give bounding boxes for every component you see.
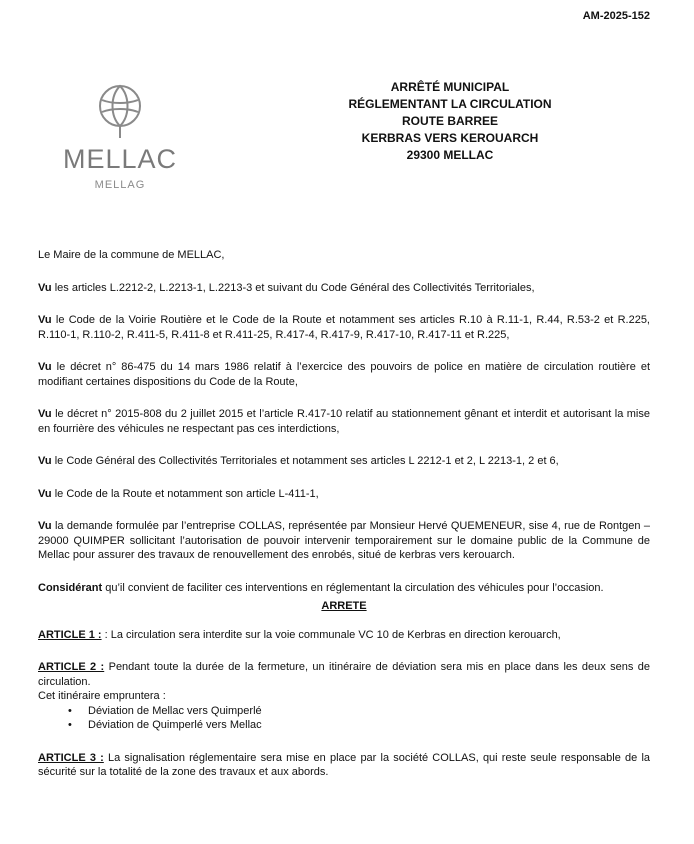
tree-emblem-icon [96,82,144,142]
title-line: ARRÊTÉ MUNICIPAL [390,80,510,94]
article-2 [38,660,650,733]
vu-text: le Code de la Voirie Routière et le Code de la Route et notamment ses articles R.10 à R.11-1, R.44, R.53-2 et R.225, R.110-1, R.110-2, R.411-5, R.411-8 et R.411-25, R.417-4, R.417-9, R.417-10, R.417-11 et R.225, [38,314,650,341]
article-1-label: ARTICLE 1 : [38,628,102,641]
vu-text: le Code Général des Collectivités Territoriales et notamment ses articles L 2212-1 et 2, L 2213-1, 2 et 6, [51,455,559,467]
list-item: • Déviation de Quimperlé vers Mellac [68,718,650,733]
vu-label: Vu [38,520,52,532]
vu-clause [38,407,650,436]
list-item: • Déviation de Mellac vers Quimperlé [68,704,650,719]
intro-line: Le Maire de la commune de MELLAC, [38,249,225,261]
vu-clause [38,519,650,563]
vu-clause [38,313,650,342]
vu-text: le décret n° 2015-808 du 2 juillet 2015 et l’article R.417-10 relatif au stationnement gênant et interdit et autorisant la mise en fourrière des véhicules ne respectant pas ces interdictions, [38,408,650,435]
arrete-heading: ARRETE [321,600,367,612]
article-1-text: : La circulation sera interdite sur la voie communale VC 10 de Kerbras en direction kerouarch, [101,628,561,641]
considerant-clause [38,581,650,596]
vu-label: Vu [38,361,52,373]
vu-label: Vu [38,314,52,326]
vu-text: les articles L.2212-2, L.2213-1, L.2213-3 et suivant du Code Général des Collectivités Territoriales, [51,281,535,294]
article-3-label: ARTICLE 3 : [38,751,104,764]
vu-text: le Code de la Route et notamment son article L-411-1, [51,487,319,500]
title-line: RÉGLEMENTANT LA CIRCULATION [348,97,552,111]
vu-text: la demande formulée par l’entreprise COLLAS, représentée par Monsieur Hervé QUEMENEUR, sise 4, rue de Rontgen – 29000 QUIMPER sollicitant l’autorisation de pouvoir intervenir temporairement sur le domaine public de la Commune de Mellac pour assurer des travaux de renouvellement des enrobés, situé de kerbras vers kerouarch. [38,520,650,561]
vu-clause [38,487,650,502]
considerant-label: Considérant [38,581,103,594]
document-reference: AM-2025-152 [582,10,650,22]
arrete-title [320,79,580,164]
detour-list [38,704,650,733]
vu-label: Vu [38,455,52,467]
vu-label: Vu [38,408,52,420]
article-3-text: La signalisation réglementaire sera mise en place par la société COLLAS, qui reste seule responsable de la sécurité sur la totalité de la zone des travaux et aux abords. [38,751,650,778]
vu-clause [38,454,650,469]
vu-clause [38,360,650,389]
article-1 [38,628,650,643]
title-line: 29300 MELLAC [406,148,494,162]
mellac-logo [60,82,180,202]
title-line: ROUTE BARREE [401,114,498,128]
vu-text: le décret n° 86-475 du 14 mars 1986 relatif à l’exercice des pouvoirs de police en matière de circulation routière et modifiant certaines dispositions du Code de la Route, [38,361,650,388]
title-line: KERBRAS VERS KEROUARCH [361,131,539,145]
logo-subname: MELLAG [94,179,146,191]
logo-name: MELLAC [62,144,178,174]
article-2-text: Pendant toute la durée de la fermeture, un itinéraire de déviation sera mis en place dans les deux sens de circulation. [38,661,650,688]
itinerary-intro: Cet itinéraire empruntera : [38,690,166,702]
document-body [38,248,650,798]
considerant-text: qu’il convient de faciliter ces interventions en réglementant la circulation des véhicules pour l’occasion. [102,581,604,594]
article-2-label: ARTICLE 2 : [38,661,105,673]
vu-label: Vu [38,281,52,294]
article-3 [38,751,650,780]
vu-clause [38,281,650,296]
vu-label: Vu [38,487,52,500]
